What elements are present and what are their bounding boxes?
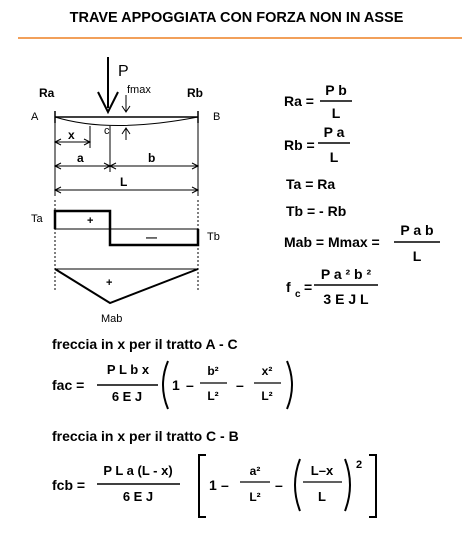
tb-label: Tb — [207, 231, 220, 243]
fac-minus-1: – — [186, 377, 194, 393]
rb-numerator: P a — [323, 124, 345, 140]
a-dim-label: a — [77, 151, 84, 165]
ac-heading: freccia in x per il tratto A - C — [52, 336, 238, 352]
section-cb — [52, 428, 376, 517]
fmax-label: fmax — [127, 84, 151, 96]
mab-label: Mab — [101, 313, 123, 325]
rb-label: Rb — [187, 86, 203, 100]
fcb-L: L — [318, 489, 326, 504]
mab-numerator: P a b — [400, 222, 434, 238]
shear-plus: + — [87, 215, 94, 227]
fcb-L2: L² — [249, 490, 261, 504]
section-ac — [52, 336, 292, 409]
moment-diagram — [55, 269, 198, 303]
ra-numerator: P b — [325, 82, 347, 98]
fcb-denominator: 6 E J — [122, 489, 154, 504]
load-arrow — [98, 57, 118, 112]
beam — [55, 111, 198, 126]
tb-formula: Tb = - Rb — [286, 203, 347, 219]
fc-equals: = — [304, 279, 313, 295]
formulas-right — [284, 82, 440, 307]
ra-formula-lhs: Ra = — [284, 93, 314, 109]
cb-heading: freccia in x per il tratto C - B — [52, 428, 239, 444]
fac-x2: x² — [261, 364, 273, 378]
ra-label: Ra — [39, 86, 55, 100]
fcb-numerator: P L a (L - x) — [103, 463, 173, 478]
load-label: P — [118, 63, 129, 80]
fac-denominator: 6 E J — [111, 389, 143, 404]
rb-formula-lhs: Rb = — [284, 137, 315, 153]
fcb-L-minus-x: L–x — [310, 463, 334, 478]
fc-formula-lhs: f — [286, 279, 291, 295]
end-a-label: A — [31, 111, 39, 123]
fac-lhs: fac = — [52, 377, 85, 393]
L-dim-label: L — [120, 175, 128, 189]
fc-numerator: P a ² b ² — [320, 266, 372, 282]
fac-b2: b² — [207, 364, 219, 378]
ta-formula: Ta = Ra — [286, 176, 336, 192]
b-dim-label: b — [148, 151, 156, 165]
fcb-minus-2: – — [275, 477, 283, 493]
moment-plus: + — [106, 277, 113, 289]
fcb-one: 1 — [209, 477, 217, 493]
fcb-minus-1: – — [221, 477, 229, 493]
fc-denominator: 3 E J L — [323, 291, 369, 307]
fcb-lhs: fcb = — [52, 477, 86, 493]
x-dim-label: x — [68, 128, 75, 142]
page-title: TRAVE APPOGGIATA CON FORZA NON IN ASSE — [69, 10, 404, 26]
ra-denominator: L — [331, 105, 341, 121]
fac-L2-b: L² — [261, 389, 273, 403]
fac-one: 1 — [172, 377, 180, 393]
fac-numerator: P L b x — [106, 362, 150, 377]
fc-subscript: c — [295, 289, 301, 300]
mab-formula-lhs: Mab = Mmax = — [284, 234, 380, 250]
c-label: c — [104, 125, 110, 137]
fcb-a2: a² — [249, 464, 261, 478]
shear-minus: — — [146, 232, 157, 244]
fac-minus-2: – — [236, 377, 244, 393]
end-b-label: B — [213, 111, 221, 123]
fac-L2-a: L² — [207, 389, 219, 403]
rb-denominator: L — [329, 149, 339, 165]
fcb-exponent: 2 — [356, 459, 363, 471]
mab-denominator: L — [412, 248, 422, 264]
ta-label: Ta — [31, 213, 43, 225]
